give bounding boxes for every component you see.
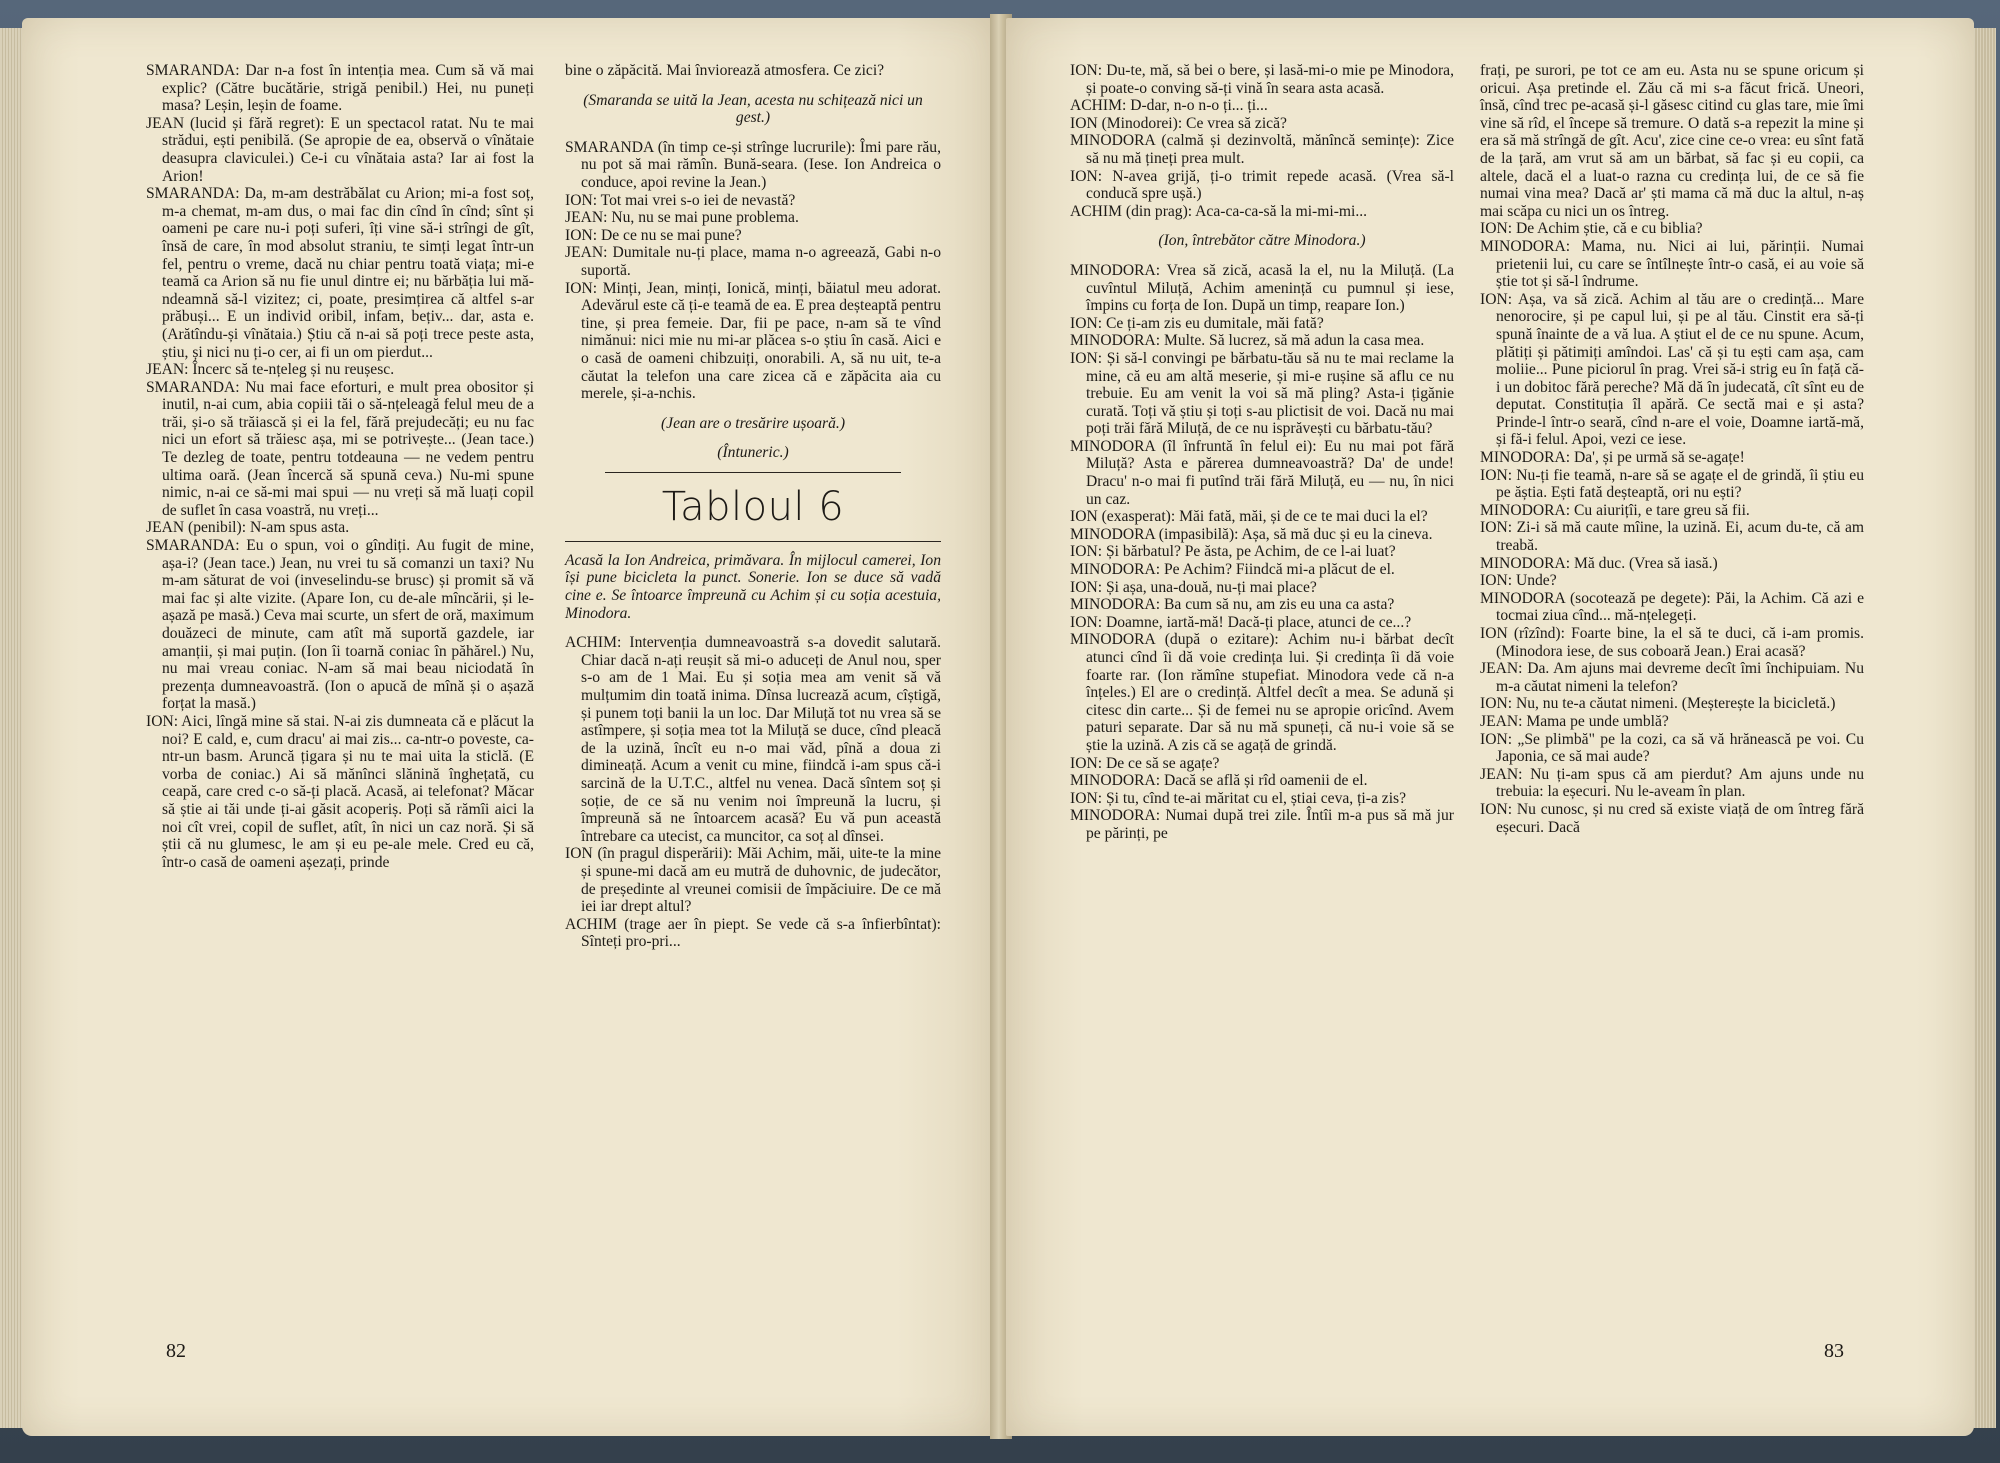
dialogue-paragraph: ION: De Achim știe, că e cu biblia?: [1480, 220, 1703, 238]
dialogue-paragraph: MINODORA (calmă și dezinvoltă, mănîncă semințe): Zice să nu mă țineți prea mult.: [1070, 132, 1454, 167]
dialogue-paragraph: ION: Minți, Jean, minți, Ionică, minți, băiatul meu adorat. Adevărul este că ți-e teamă de ea. E prea deșteaptă pentru tine, și prea femeie. Dar, fii pe pace, n-am să te vînd nimănui: nici mie nu mi-ar plăcea s-o știu în casă. Aici e o casă de oameni chibzuiți, onorabili. A, să nu uit, te-a căutat la telefon una care zicea că e zăpăcita aia cu merele, și-a-nchis.: [565, 279, 941, 403]
right-page-column-1: [1070, 62, 1454, 843]
page-number-right: 83: [1824, 1340, 1844, 1362]
dialogue-paragraph: MINODORA (socotează pe degete): Păi, la Achim. Că azi e tocmai ziua cînd... mă-nțelegeți.: [1480, 589, 1864, 625]
dialogue-paragraph: ION: Și tu, cînd te-ai măritat cu el, știai ceva, ți-a zis?: [1070, 789, 1407, 807]
dialogue-paragraph: JEAN: Da. Am ajuns mai devreme decît îmi închipuiam. Nu m-a căutat nimeni la telefon?: [1480, 660, 1864, 695]
dialogue-paragraph: bine o zăpăcită. Mai înviorează atmosfera. Ce zici?: [565, 62, 885, 79]
dialogue-paragraph: ION: Tot mai vrei s-o iei de nevastă?: [565, 191, 796, 209]
dialogue-paragraph: MINODORA: Ba cum să nu, am zis eu una ca asta?: [1070, 596, 1395, 614]
left-page-column-2: [565, 62, 941, 951]
stage-direction: (Jean are o tresărire ușoară.): [660, 414, 846, 432]
divider: [605, 472, 901, 473]
dialogue-paragraph: MINODORA (impasibilă): Așa, să mă duc și eu la cineva.: [1070, 525, 1433, 543]
dialogue-paragraph: ION: N-avea grijă, ți-o trimit repede acasă. (Vrea să-l conducă spre ușă.): [1070, 167, 1454, 203]
dialogue-paragraph: MINODORA: Cu aiurițîi, e tare greu să fii.: [1480, 501, 1750, 519]
dialogue-paragraph: ION: Aici, lîngă mine să stai. N-ai zis dumneata că e plăcut la noi? E cald, e, cum dracu' ai mai zis... ca-ntr-o poveste, ca-ntr-un basm. Aruncă țigara și nu te mai uita la sticlă. (E vorba de coniac.) Ai să mănînci slănină înghețată, cu ceapă, care cred c-o să-ți placă. Acasă, ai telefonat? Măcar să știe ai tăi unde ți-ai găsit acoperiș. Poți să rămîi aici la noi cît vrei, copil de suflet, atît, în nici un caz noră. Și să știi că nu glumesc, le am și eu pe-ale mele. Cred eu că, într-o casă de oameni așezați, prinde: [146, 712, 534, 871]
dialogue-paragraph: JEAN: Nu ți-am spus că am pierdut? Am ajuns unde nu trebuia: la eșecuri. Nu le-aveam în plan.: [1480, 765, 1864, 801]
stage-direction: (Ion, întrebător către Minodora.): [1158, 232, 1366, 250]
stage-direction: (Smaranda se uită la Jean, acesta nu schițează nici un gest.): [583, 91, 923, 127]
dialogue-paragraph: MINODORA: Mama, nu. Nici ai lui, părinții. Numai prietenii lui, cu care se întîlnește într-o casă, ei au voie să știe tot și să-l îndrume.: [1480, 237, 1864, 291]
dialogue-paragraph: ION: De ce să se agațe?: [1070, 754, 1220, 772]
dialogue-paragraph: ION: Și să-l convingi pe bărbatu-tău să nu te mai reclame la mine, că eu am altă meserie, și mi-e rușine să aflu ce nu trebuie. Eu am venit la voi să mă pling? Asta-i țigănie curată. Toți vă știu și toți s-au plictisit de voi. Dacă nu mai poți trăi fără Miluță, de ce nu isprăvești cu bărbatu-tău?: [1070, 349, 1454, 438]
dialogue-paragraph: ACHIM: D-dar, n-o n-o ți... ți...: [1070, 97, 1268, 115]
dialogue-paragraph: ION: Și bărbatul? Pe ăsta, pe Achim, de ce l-ai luat?: [1070, 543, 1396, 561]
dialogue-paragraph: SMARANDA: Nu mai face eforturi, e mult prea obositor și inutil, n-ai cum, abia copiii tăi o să-nțeleagă felul meu de a trăi, și-o să trăiască și ei la fel, fără prejudecăți; eu nu fac nici un efort să trăiesc așa, mi se potrivește... (Jean tace.) Te dezleg de toate, pentru totdeauna — ne vedem pentru ultima oară. (Jean încercă să spună ceva.) Nu-mi spune nimic, n-ai ce să-mi mai spui — nu vreți să mă luați copil de suflet în casa voastră, nu vreți...: [146, 378, 534, 519]
dialogue-paragraph: ION: Nu cunosc, și nu cred să existe viață de om întreg fără eșecuri. Dacă: [1480, 800, 1864, 836]
dialogue-paragraph: MINODORA: Numai după trei zile. Întîi m-a pus să mă jur pe părinți, pe: [1070, 807, 1454, 842]
dialogue-paragraph: JEAN: Nu, nu se mai pune problema.: [565, 209, 799, 227]
dialogue-paragraph: ION: Așa, va să zică. Achim al tău are o credință... Mare nenorocire, și pe capul lui, și pe al tău. Cinstit era să-ți spună înainte de a vă lua. A știut el de ce nu spune. Acum, plătiți și pătimiți amîndoi. Las' că și tu ești cam așa, cam moliie... Pune piciorul în prag. Vrei să-i strig eu în față că-i un dobitoc fără pereche? Mă dă în judecată, cît sînt eu de deputat. Constituția îl apără. Ce sectă mai e și asta? Prinde-l într-o seară, cînd n-are el voie, Doamne iartă-mă, și fă-i felul. Apoi, vezi ce iese.: [1480, 290, 1864, 449]
dialogue-paragraph: ION: Nu, nu te-a căutat nimeni. (Meșterește la bicicletă.): [1480, 695, 1836, 713]
dialogue-paragraph: ION: Du-te, mă, să bei o bere, și lasă-mi-o mie pe Minodora, și poate-o conving să-ți vină în seara asta acasă.: [1070, 62, 1454, 97]
dialogue-paragraph: ION: De ce nu se mai pune?: [565, 226, 742, 244]
dialogue-paragraph: ACHIM (trage aer în piept. Se vede că s-a înfierbîntat): Sînteți pro-pri...: [565, 915, 941, 951]
dialogue-paragraph: JEAN: Mama pe unde umblă?: [1480, 712, 1669, 730]
dialogue-paragraph: MINODORA: Mă duc. (Vrea să iasă.): [1480, 554, 1718, 572]
stage-direction: (Întuneric.): [717, 444, 789, 462]
dialogue-paragraph: JEAN: Dumitale nu-ți place, mama n-o agreează, Gabi n-o suportă.: [565, 244, 941, 279]
dialogue-paragraph: ION: Unde?: [1480, 572, 1557, 590]
dialogue-paragraph: JEAN: Încerc să te-nțeleg și nu reușesc.: [146, 361, 395, 379]
divider: [565, 541, 941, 542]
right-page-column-2: [1480, 62, 1864, 836]
dialogue-paragraph: SMARANDA: Eu o spun, voi o gîndiți. Au fugit de mine, așa-i? (Jean tace.) Jean, nu vrei tu să comanzi un taxi? Nu m-am săturat de voi (inveselindu-se brusc) și promit să vă mai fac și alte vizite. (Apare Ion, cu de-ale mîncării, și le-așază pe masă.) Ceva mai scurte, un sfert de oră, maximum douăzeci de minute, cam atît mă suportă gazdele, iar amanții, și mai puțin. (Ion îi toarnă coniac în păhărel.) Nu, nu mai vreau coniac. N-am să mai beau niciodată în prezența dumneavoastră. (Ion o apucă de mînă și o așază forțat la masă.): [146, 537, 534, 713]
page-number-left: 82: [166, 1340, 186, 1362]
dialogue-paragraph: MINODORA (îl înfruntă în felul ei): Eu nu mai pot fără Miluță? Asta e părerea dumneavoastră? Da' de unde! Dracu' n-o mai fi putînd trăi fără Miluță, eu — nu, în nici un caz.: [1070, 437, 1454, 508]
dialogue-paragraph: MINODORA: Dacă se află și rîd oamenii de el.: [1070, 772, 1368, 790]
dialogue-paragraph: ION: „Se plimbă" pe la cozi, ca să vă hrănească pe voi. Cu Japonia, ce să mai aude?: [1480, 730, 1864, 766]
dialogue-paragraph: SMARANDA (în timp ce-și strînge lucrurile): Îmi pare rău, nu pot să mai rămîn. Bună-seara. (Iese. Ion Andreica o conduce, apoi revine la Jean.): [565, 138, 941, 191]
scene-description: Acasă la Ion Andreica, primăvara. În mijlocul camerei, Ion își pune bicicleta la punct. Sonerie. Ion se duce să vadă cine e. Se întoarce împreună cu Achim și cu soția acestuia, Minodora.: [565, 551, 941, 622]
dialogue-paragraph: ION: Zi-i să mă caute mîine, la uzină. Ei, acum du-te, că am treabă.: [1480, 519, 1864, 555]
dialogue-paragraph: frați, pe surori, pe tot ce am eu. Asta nu se spune oricum și oricui. Așa pretinde el. Zău că mi s-a făcut frică. Uneori, însă, cînd trec pe-acasă și-l găsesc citind cu glas tare, mie îmi vine să rîd, el începe să tremure. O dată s-a repezit la mine și era să mă strîngă de gît. Acu', zice cine ce-o vrea: eu sînt fată de la țară, am vrut să am un bărbat, să fac și eu copii, ca altele, dacă el a luat-o razna cu credința lui, de ce să fie numai vina mea? Dacă ar' ști mama că mă duc la altul, n-aș mai scăpa cu nici un os întreg.: [1480, 62, 1864, 220]
dialogue-paragraph: JEAN (penibil): N-am spus asta.: [146, 519, 350, 537]
dialogue-paragraph: MINODORA: Multe. Să lucrez, să mă adun la casa mea.: [1070, 332, 1425, 350]
dialogue-paragraph: SMARANDA: Da, m-am destrăbălat cu Arion; mi-a fost soț, m-a chemat, m-am dus, o mai fac din cînd în cînd; sînt și oameni pe care nu-i poți suferi, îți vine să-i strîngi de gît, însă de care, în mod absolut straniu, te simți legat într-un fel, pentru o vreme, dacă nu chiar pentru toată viața; mi-e teamă ca Arion să nu fie unul dintre ei; nu bărbăția lui mă-ndeamnă să-l vizitez; ci, poate, presimțirea că altfel s-ar prăbuși... E un individ oribil, infam, bețiv... dar, asta e. (Arătîndu-și vînătaia.) Știu că n-ai să poți trece peste asta, știu, și nici nu ți-o cer, ai fi un om pierdut...: [146, 185, 534, 361]
section-title: Tabloul 6: [661, 483, 845, 530]
dialogue-paragraph: JEAN (lucid și fără regret): E un spectacol ratat. Nu te mai strădui, ești penibilă. (Se apropie de ea, observă o vînătaie deasupra claviculei.) Ce-i cu vînătaia asta? Iar ai fost la Arion!: [146, 114, 534, 185]
dialogue-paragraph: MINODORA: Da', și pe urmă să se-agațe!: [1480, 449, 1745, 467]
dialogue-paragraph: ACHIM (din prag): Aca-ca-ca-să la mi-mi-mi...: [1070, 202, 1368, 220]
dialogue-paragraph: SMARANDA: Dar n-a fost în intenția mea. Cum să vă mai explic? (Către bucătărie, strigă penibil.) Hei, nu puneți masa? Leșin, leșin de foame.: [146, 62, 534, 115]
dialogue-paragraph: ION: Și așa, una-două, nu-ți mai place?: [1070, 578, 1317, 596]
dialogue-paragraph: ION (rîzînd): Foarte bine, la el să te duci, că i-am promis. (Minodora iese, de sus coboară Jean.) Erai acasă?: [1480, 625, 1864, 660]
dialogue-paragraph: ION: Nu-ți fie teamă, n-are să se agațe el de grindă, îi știu eu pe ăștia. Ești fată deșteaptă, ori nu ești?: [1480, 466, 1864, 502]
dialogue-paragraph: ION (exasperat): Măi fată, măi, și de ce te mai duci la el?: [1070, 508, 1428, 526]
dialogue-paragraph: MINODORA (după o ezitare): Achim nu-i bărbat decît atunci cînd îi dă voie credința lui. Și credința îi dă voie foarte rar. (Ion rămîne stupefiat. Minodora vede că n-a înțeles.) El are o credință. Altfel decît a mea. Se adună și citesc din carte... Și de femei nu se apropie oricînd. Avem paturi separate. Dar să nu mă spuneți, că nu-i voie să se știe la uzină. A zis că se agață de grindă.: [1070, 631, 1454, 754]
dialogue-paragraph: ION (Minodorei): Ce vrea să zică?: [1070, 114, 1287, 132]
dialogue-paragraph: MINODORA: Pe Achim? Fiindcă mi-a plăcut de el.: [1070, 561, 1395, 579]
dialogue-paragraph: MINODORA: Vrea să zică, acasă la el, nu la Miluță. (La cuvîntul Miluță, Achim amenință cu pumnul și iese, împins cu forța de Ion. După un timp, reapare Ion.): [1070, 261, 1454, 315]
dialogue-paragraph: ION: Ce ți-am zis eu dumitale, măi fată?: [1070, 314, 1324, 332]
dialogue-paragraph: ACHIM: Intervenția dumneavoastră s-a dovedit salutară. Chiar dacă n-ați reușit să mi-o aduceți de Anul nou, sper s-o am de 1 Mai. Eu și soția mea am venit să vă mulțumim din toată inima. Dînsa lucrează acum, cîștigă, și punem toți banii la un loc. Dar Miluță tot nu vrea să se astîmpere, și soția mea tot la Miluță se duce, cînd pleacă de la uzină, încît eu n-o mai văd, pînă a doua zi dimineață. Acum a venit cu mine, fiindcă i-am spus că-i sarcină de la U.T.C., altfel nu venea. Dacă sîntem soț și soție, de ce să nu venim noi împreună la lucru, și împreună să ne întoarcem acasă? Eu vă pun această întrebare ca utecist, ca muncitor, ca soț al dînsei.: [565, 634, 941, 845]
left-page-column-1: [146, 62, 534, 871]
page-edges-right: [1972, 28, 1996, 1428]
dialogue-paragraph: ION: Doamne, iartă-mă! Dacă-ți place, atunci de ce...?: [1070, 613, 1412, 631]
dialogue-paragraph: ION (în pragul disperării): Măi Achim, măi, uite-te la mine și spune-mi dacă am eu mutră de duhovnic, de judecător, de președinte al vreunei comisii de împăciuire. De ce mă iei iar drept altul?: [565, 845, 941, 916]
